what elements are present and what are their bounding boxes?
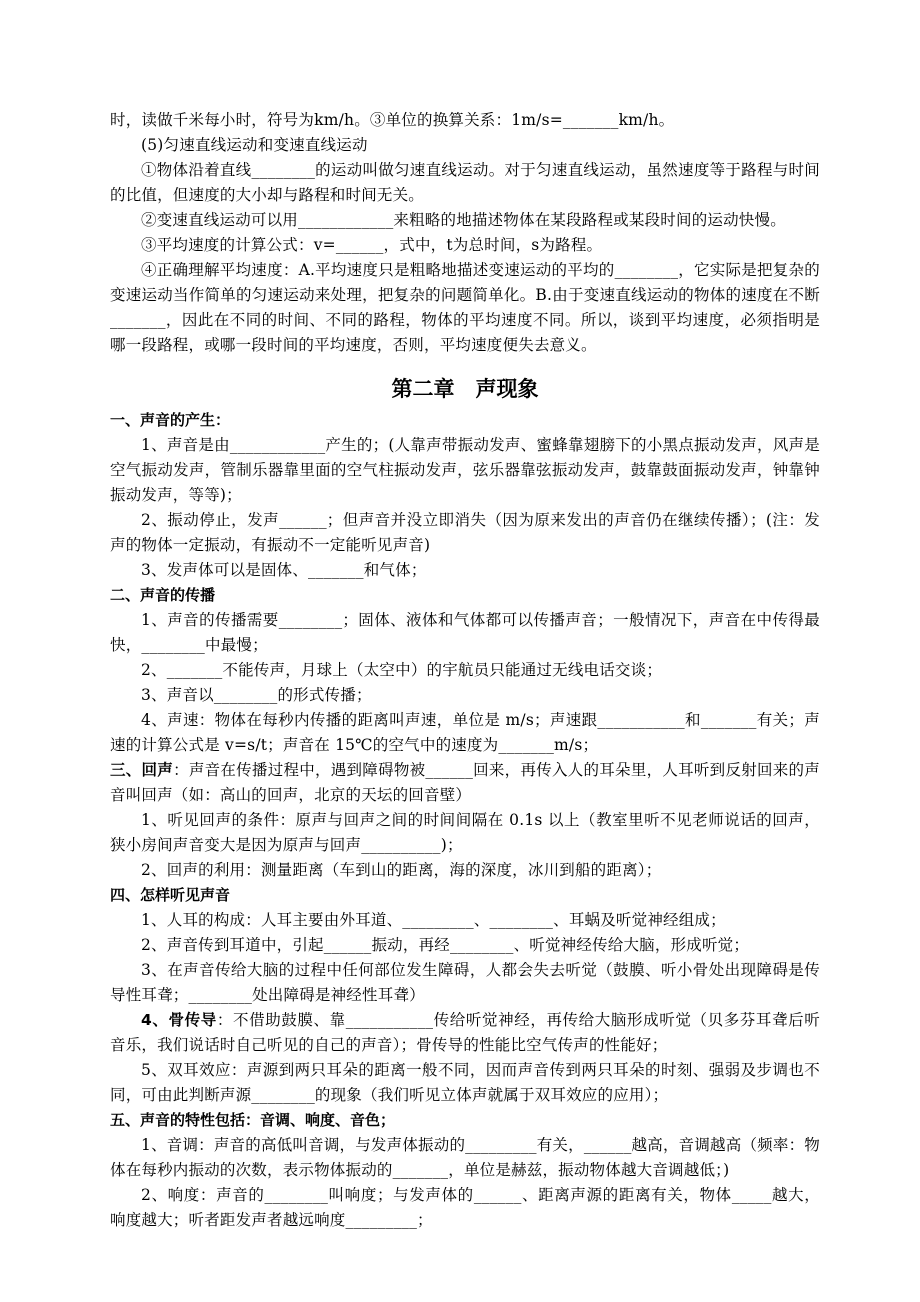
paragraph: 1、声音是由____________产生的；(人靠声带振动发声、蜜蜂靠翅膀下的小黑点振动发声，风声是空气振动发声，管制乐器靠里面的空气柱振动发声，弦乐器靠弦振动发声，鼓靠鼓面振动发声，钟靠钟振动发声，等等)； <box>110 436 820 504</box>
paragraph: 5、双耳效应：声源到两只耳朵的距离一般不同，因而声音传到两只耳朵的时刻、强弱及步调也不同，可由此判断声源________的现象（我们听见立体声就属于双耳效应的应用）； <box>110 1061 820 1104</box>
paragraph: 4、声速：物体在每秒内传播的距离叫声速，单位是 m/s；声速跟___________和_______有关；声速的计算公式是 v=s/t；声音在 15℃的空气中的速度为_______m/s； <box>110 711 820 754</box>
paragraph: ④正确理解平均速度：A.平均速度只是粗略地描述变速运动的平均的________，它实际是把复杂的变速运动当作简单的匀速运动来处理，把复杂的问题简单化。B.由于变速直线运动的物体的速度在不断_______，因此在不同的时间、不同的路程，物体的平均速度不同。所以，谈到平均速度，必须指明是哪一段路程，或哪一段时间的平均速度，否则，平均速度便失去意义。 <box>110 261 820 354</box>
section-echo <box>110 758 820 808</box>
paragraph: ②变速直线运动可以用____________来粗略的地描述物体在某段路程或某段时间的运动快慢。 <box>141 211 786 229</box>
chapter-title: 第二章 声现象 <box>391 377 539 401</box>
section-heading: 四、怎样听见声音 <box>110 886 231 904</box>
paragraph: 2、声音传到耳道中，引起______振动，再经________、听觉神经传给大脑，形成听觉； <box>141 936 750 954</box>
paragraph: 3、发声体可以是固体、_______和气体； <box>141 561 427 579</box>
paragraph: ①物体沿着直线________的运动叫做匀速直线运动。对于匀速直线运动，虽然速度等于路程与时间的比值，但速度的大小却与路程和时间无关。 <box>110 161 820 204</box>
section-heading: 五、声音的特性包括：音调、响度、音色； <box>110 1111 396 1129</box>
bone-conduction-label: 4、骨传导 <box>141 1011 217 1029</box>
paragraph: ③平均速度的计算公式：v=______，式中，t为总时间，s为路程。 <box>141 236 603 254</box>
paragraph: 1、人耳的构成：人耳主要由外耳道、_________、________、耳蜗及听觉神经组成； <box>141 911 726 929</box>
paragraph: 2、_______不能传声，月球上（太空中）的宇航员只能通过无线电话交谈； <box>141 661 663 679</box>
paragraph: 1、音调：声音的高低叫音调，与发声体振动的_________有关，______越高，音调越高（频率：物体在每秒内振动的次数，表示物体振动的_______，单位是赫兹，振动物体越大音调越低；) <box>110 1136 820 1179</box>
paragraph: 2、响度：声音的________叫响度；与发声体的______、距离声源的距离有关，物体_____越大，响度越大；听者距发声者越远响度_________； <box>110 1186 820 1229</box>
section-heading: 二、声音的传播 <box>110 586 216 604</box>
paragraph: 3、在声音传给大脑的过程中任何部位发生障碍，人都会失去听觉（鼓膜、听小骨处出现障碍是传导性耳聋；________处出障碍是神经性耳聋） <box>110 961 820 1004</box>
paragraph: 1、听见回声的条件：原声与回声之间的时间间隔在 0.1s 以上（教室里听不见老师说话的回声，狭小房间声音变大是因为原声与回声__________)； <box>110 811 820 854</box>
subheading-uniform-motion: (5)匀速直线运动和变速直线运动 <box>141 136 368 154</box>
paragraph: 2、回声的利用：测量距离（车到山的距离，海的深度，冰川到船的距离）； <box>141 861 662 879</box>
paragraph: 2、振动停止，发声______；但声音并没立即消失（因为原来发出的声音仍在继续传播）；(注：发声的物体一定振动，有振动不一定能听见声音) <box>110 511 820 554</box>
paragraph-bone-conduction <box>110 1008 820 1058</box>
paragraph: 1、声音的传播需要________；固体、液体和气体都可以传播声音；一般情况下，声音在中传得最快，________中最慢； <box>110 611 820 654</box>
bone-conduction-text: ：不借助鼓膜、靠___________传给听觉神经，再传给大脑形成听觉（贝多芬耳聋后听音乐，我们说话时自己听见的自己的声音）；骨传导的性能比空气传声的性能好； <box>110 1011 820 1054</box>
paragraph: 3、声音以________的形式传播； <box>141 686 372 704</box>
section-heading-text: ：声音在传播过程中，遇到障碍物被______回来，再传入人的耳朵里，人耳听到反射回来的声音叫回声（如：高山的回声，北京的天坛的回音壁） <box>110 761 820 804</box>
document-body <box>110 108 820 1233</box>
section-heading: 一、声音的产生： <box>110 411 231 429</box>
text-line: 时，读做千米每小时，符号为km/h。③单位的换算关系：1m/s=_______km/h。 <box>110 111 675 129</box>
section-heading: 三、回声 <box>110 761 174 779</box>
